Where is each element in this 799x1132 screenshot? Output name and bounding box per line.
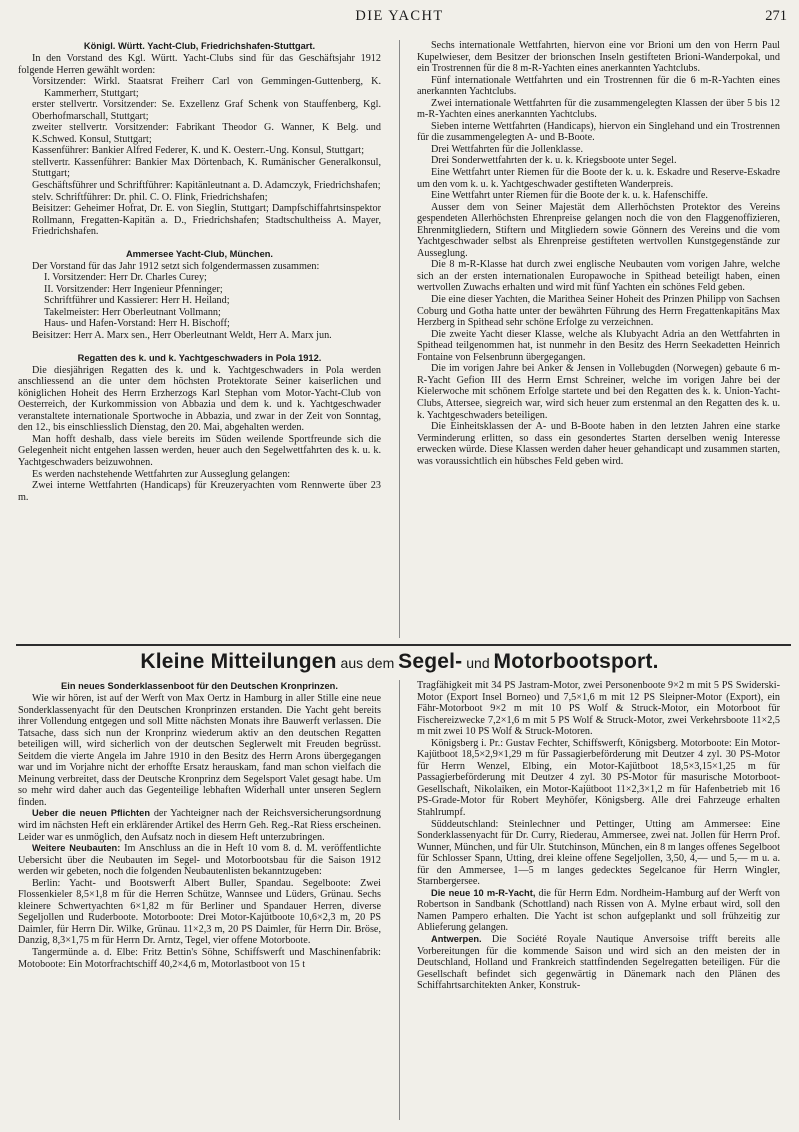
paragraph: Die 8 m-R-Klasse hat durch zwei englische Neubauten vom vorigen Jahre, welche sich an der ersten internationalen Europawoche in Spithead beteiligt haben, einen wertvollen Zuwachs erhalten und wird mit fünf Yachten ein schönes Feld geben.	[417, 259, 780, 294]
paragraph: II. Vorsitzender: Herr Ingenieur Pfenninger;	[44, 283, 223, 295]
article-title: Königl. Württ. Yacht-Club, Friedrichshafen-Stuttgart.	[83, 41, 316, 51]
paragraph: I. Vorsitzender: Herr Dr. Charles Curey;	[44, 272, 207, 284]
paragraph-with-lead	[417, 934, 780, 992]
paragraph-with-lead	[417, 888, 780, 934]
paragraph: Schriftführer und Kassierer: Herr H. Heiland;	[44, 295, 230, 307]
paragraph: Fünf internationale Wettfahrten und ein Trostrennen für die 6 m-R-Yachten eines anerkannten Yachtclubs.	[417, 74, 780, 98]
page-number: 271	[765, 8, 787, 24]
paragraph: Tragfähigkeit mit 34 PS Jastram-Motor, zwei Personenboote 9×2 m mit 5 PS Swiderski-Motor (Export Insel Borneo) und 7,5×1,6 m mit 12 PS Sleipner-Motor (Export), ein Fähr-Motorboot 9×2 m mit 10 PS Wolf & Struck-Motor, ein Motorboot für Fischereizwecke 7,2×1,6 m mit 5 PS Wolf & Struck-Motor, zwei Verkehrsboote 11×2,5 m mit zwei 10 PS Wolf & Struck-Motoren.	[417, 680, 780, 738]
section-heading-part4: und	[462, 655, 494, 671]
paragraph-text: Im Anschluss an die in Heft 10 vom 8. d. M. veröffentlichte Uebersicht über die Neubauten im Segel- und Motorbootsbau für die Saison 1912 werden wir gebeten, noch die folgenden Neubautenlisten bekanntzugeben:	[18, 843, 381, 878]
section-heading	[0, 650, 799, 674]
paragraph-with-lead	[18, 843, 381, 878]
paragraph: Die zweite Yacht dieser Klasse, welche als Klubyacht Adria an den Wettfahrten in Spithead teilgenommen hat, ist nunmehr in den Besitz des Herrn Seekadetten Heinrich Fontaine von Felsenbrunn übergegangen.	[417, 328, 780, 363]
paragraph: Takelmeister: Herr Oberleutnant Vollmann;	[44, 306, 221, 318]
paragraph: Zwei interne Wettfahrten (Handicaps) für Kreuzeryachten vom Rennwerte über 23 m.	[18, 480, 381, 503]
article-title: Regatten des k. und k. Yachtgeschwaders in Pola 1912.	[77, 352, 322, 363]
paragraph: Süddeutschland: Steinlechner und Pettinger, Utting am Ammersee: Eine Sonderklassenyacht für Dr. Curry, Riederau, Ammersee, zwei nat. Jollen für Herrn Prof. Wunner, München, und für Ulr. Stutchinson, München, ein 8 m langes offenes Segelboot für Schlosser Spann, Utting, drei kleine offene Segeljollen, 3,50, 4,— und 5,— m u. a. für den Ammersee, 1—5 m langes gedecktes Segelcanoe für Herrn Wingler, Starnbergersee.	[417, 818, 780, 888]
paragraph: Beisitzer: Herr A. Marx sen., Herr Oberleutnant Weldt, Herr A. Marx jun.	[32, 330, 332, 342]
paragraph-with-lead	[18, 808, 381, 843]
section-heading-part5: Motorbootsport.	[493, 650, 659, 673]
section-rule	[16, 644, 791, 646]
paragraph: Sechs internationale Wettfahrten, hiervon eine vor Brioni um den von Herrn Paul Kupelwieser, dem Besitzer der brionschen Inseln gestifteten Brioni-Wanderpokal, und ein Trostrennen für die 8 m-R-Yachten eines anerkannten Yachtclubs.	[417, 40, 780, 75]
section-gap	[18, 342, 381, 352]
paragraph: Ausser dem von Seiner Majestät dem Allerhöchsten Protektor des Vereins gespendeten Allerhöchsten Ehrenpreise gelangen noch die von den Flaggenoffizieren, Ehrenmitgliedern, Stiftern und Mitgliedern sowie Gönnern des Vereins und die vom Yachtgeschwader selbst als Ehrenpreise gestifteten wertvollen Kunstgegenstände zur Ausseglung.	[417, 201, 780, 259]
paragraph-text: die für Herrn Edm. Nordheim-Hamburg auf der Werft von Robertson in Sandbank (Schottland) nach Rissen von A. Mylne erbaut wird, soll den Namen Pampero erhalten. Die Yacht ist schon aufgeplankt und soll frühzeitig zur Ablieferung gelangen.	[417, 887, 780, 934]
paragraph: Sieben interne Wettfahrten (Handicaps), hiervon ein Singlehand und ein Trostrennen für die zusammengelegten A- und B-Boote.	[417, 120, 780, 144]
paragraph-lead: Weitere Neubauten:	[32, 843, 121, 854]
paragraph: Die Einheitsklassen der A- und B-Boote haben in den letzten Jahren eine starke Verminderung erlitten, so dass ein gesondertes Starten derselben wenig Interesse erwecken würde. Diese Klassen werden daher heuer gehandicapt und zusammen starten, was voraussichtlich ein hübsches Feld geben wird.	[417, 421, 780, 467]
paragraph: Die eine dieser Yachten, die Marithea Seiner Hoheit des Prinzen Philipp von Sachsen Coburg und Gotha hatte unter der bewährten Führung des Herrn Fregattenkapitäns Max Herzberg in Spithead sehr schöne Erfolge zu verzeichnen.	[417, 294, 780, 329]
paragraph: zweiter stellvertr. Vorsitzender: Fabrikant Theodor G. Wanner, K Belg. und K.Schwed. Konsul, Stuttgart;	[32, 122, 381, 145]
paragraph: Tangermünde a. d. Elbe: Fritz Bettin's Söhne, Schiffswerft und Maschinenfabrik: Motoboote: Ein Motorfrachtschiff 40,2×4,6 m, Motorlastboot von 15 t	[18, 947, 381, 970]
paragraph: Berlin: Yacht- und Bootswerft Albert Buller, Spandau. Segelboote: Zwei Flossenkieler 8,5×1,8 m für die Herren Schütze, Wannsee und Lüders, Grünau. Sechs kleinere Schwertyachten 6×1,82 m für Berliner und Spandauer Herren, diverse Segeljollen und Ruderboote. Motorboote: Drei Motor-Kajütboote 10,6×2,3 m, 20 PS Daimler, für Herrn Dir. Wilke, Grünau. 11×2,3 m, 20 PS Daimler, für Herrn Dir. Bröse, Danzig, 8,3×1,75 m für Herrn Dr. Arntz, Tegel, vier offene Motorboote.	[18, 877, 381, 947]
paragraph: Beisitzer: Geheimer Hofrat, Dr. E. von Sieglin, Stuttgart; Dampfschiffahrtsinspektor Rollmann, Fregatten-Kapitän a. D., Friedrichshafen; Stadtschultheiss A. Mayer, Friedrichshafen.	[32, 203, 381, 238]
section-heading-part3: Segel-	[398, 650, 463, 673]
paragraph: Vorsitzender: Wirkl. Staatsrat Freiherr Carl von Gemmingen-Guttenberg, K. Kammerherr, Stuttgart;	[32, 76, 381, 99]
paragraph: Der Vorstand für das Jahr 1912 setzt sich folgendermassen zusammen:	[32, 260, 320, 272]
paragraph: Man hofft deshalb, dass viele bereits im Süden weilende Sportfreunde sich die Gelegenheit nicht entgehen lassen werden, heuer auch den Segelwettfahrten des k. u. k. Yachtgeschwaders beizuwohnen.	[18, 433, 381, 468]
column-divider-top	[399, 40, 400, 638]
paragraph: Eine Wettfahrt unter Riemen für die Boote der k. u. k. Eskadre und Reserve-Eskadre um den vom k. u. k. Yachtgeschwader gestifteten Wanderpreis.	[417, 167, 780, 190]
section-heading-part1: Kleine Mitteilungen	[140, 650, 337, 673]
bottom-left-column	[18, 680, 381, 970]
section-gap	[18, 238, 381, 248]
bottom-right-column	[417, 680, 780, 992]
left-column	[18, 40, 381, 503]
paragraph: Drei Wettfahrten für die Jollenklasse.	[431, 143, 584, 155]
paragraph: stellvertr. Kassenführer: Bankier Max Dörtenbach, K. Rumänischer Generalkonsul, Stuttgart;	[32, 156, 381, 180]
running-header-title: DIE YACHT	[355, 8, 444, 24]
paragraph-lead: Ueber die neuen Pflichten	[32, 808, 150, 819]
paragraph-lead: Die neue 10 m-R-Yacht,	[431, 887, 536, 898]
paragraph: Geschäftsführer und Schriftführer: Kapitänleutnant a. D. Adamczyk, Friedrichshafen;	[32, 180, 381, 192]
paragraph: Drei Sonderwettfahrten der k. u. k. Kriegsboote unter Segel.	[431, 155, 677, 167]
paragraph: Die im vorigen Jahre bei Anker & Jensen in Vollebugden (Norwegen) gebaute 6 m-R-Yacht Gefion III des Herrn Ernst Schreiner, welche im vorigen Jahre bei der Kielerwoche mit schönem Erfolge startete und bei den Regatten des k. k. Union-Yacht-Clubs, Attersee, siegreich war, wird sich heuer zum erstenmal an den Regatten des k. u. k. Yachtgeschwaders beteiligen.	[417, 363, 780, 421]
paragraph: In den Vorstand des Kgl. Württ. Yacht-Clubs sind für das Geschäftsjahr 1912 folgende Herren gewählt worden:	[18, 53, 381, 76]
paragraph-text: der Yachteigner nach der Reichsversicherungsordnung wird im nächsten Heft ein erklärender Artikel des Herrn Geh. Reg.-Rat Riess erscheinen. Leider war es unmöglich, den Aufsatz noch in diesem Heft unterzubringen.	[18, 808, 381, 843]
right-column	[417, 40, 780, 467]
paragraph: erster stellvertr. Vorsitzender: Se. Exzellenz Graf Schenk von Stauffenberg, Kgl. Oberhofmarschall, Stuttgart;	[32, 99, 381, 122]
paragraph: Die diesjährigen Regatten des k. und k. Yachtgeschwaders in Pola werden anschliessend an die unter dem höchsten Protektorate Seiner kaiserlichen und königlichen Hoheit des Herrn Erzherzogs Karl Stephan vom Motor-Yacht-Club von Oesterreich, der Kurkommission von Abbazia und dem k. und k. Yachtgeschwader veranstaltete internationale Sportwoche in Abbazia, und zwar in der Zeit von Sonntag, den 12., bis einschliesslich Dienstag, den 20. Mai, abgehalten werden.	[18, 364, 381, 434]
paragraph: Es werden nachstehende Wettfahrten zur Ausseglung gelangen:	[32, 468, 291, 480]
paragraph: stelv. Schriftführer: Dr. phil. C. O. Flink, Friedrichshafen;	[32, 191, 268, 203]
paragraph: Königsberg i. Pr.: Gustav Fechter, Schiffswerft, Königsberg. Motorboote: Ein Motor-Kajütboot 18,5×2,9×1,29 m für Passagierbeförderung mit Deutzer 4 zyl. 30 PS-Motor für Herrn Wenzel, Elbing, ein Motor-Kajütboot 18,5×3,15×1,25 m für Passagierbeförderung mit Deutzer 4 zyl. 30 PS-Motor für masurische Motorboot-Gesellschaft, Nikolaiken, ein Motor-Kajütboot 11×2,3×1,2 m für Hafenbetrieb mit 16 PS-Grade-Motor für Robert Meyhöfer, Königsberg. Alle drei Fahrzeuge erhalten Stahlrumpf.	[417, 737, 780, 819]
column-divider-bottom	[399, 680, 400, 1120]
paragraph: Zwei internationale Wettfahrten für die zusammengelegten Klassen der über 5 bis 12 m-R-Yachten eines anerkannten Yachtclubs.	[417, 97, 780, 121]
paragraph: Kassenführer: Bankier Alfred Federer, K. und K. Oesterr.-Ung. Konsul, Stuttgart;	[32, 145, 365, 157]
paragraph: Haus- und Hafen-Vorstand: Herr H. Bischoff;	[44, 318, 230, 330]
paragraph-lead: Antwerpen.	[431, 934, 482, 945]
paragraph: Eine Wettfahrt unter Riemen für die Boote der k. u. k. Hafenschiffe.	[431, 190, 708, 202]
section-heading-part2: aus dem	[336, 655, 399, 671]
paragraph-text: Die Société Royale Nautique Anversoise trifft bereits alle Vorbereitungen für die kommende Saison und wird sich an den meisten der in Deutschland, Holland und Frankreich stattfindenden Segelregatten beteiligen. Für die Gesellschaft befindet sich gegenwärtig in Dänemark nach den Plänen des Schiffahrtsarchitekten Anker, Konstruk-	[417, 934, 780, 992]
article-title: Ammersee Yacht-Club, München.	[125, 248, 274, 259]
article-title: Ein neues Sonderklassenboot für den Deutschen Kronprinzen.	[61, 681, 338, 691]
paragraph: Wie wir hören, ist auf der Werft von Max Oertz in Hamburg in aller Stille eine neue Sonderklassenyacht für den Deutschen Kronprinzen erstanden. Die Yacht geht bereits ihrer Vollendung entgegen und soll Mitte nächsten Monats ihre Bauwerft verlassen. Die Tatsache, dass sich nun der Kronprinz wiederum aktiv an den deutschen Regatten beteiligen will, wird sicherlich von der deutschen Seglerwelt mit Freuden begrüsst. Seitdem die vierte Angela im Jahre 1910 in den Besitz des Herrn Arons übergegangen war und im Vorjahre nicht der erhoffte Ersatz herauskam, fand man schon vielfach die Meinung verbreitet, dass der Deutsche Kronprinz dem Segelsport Valet gesagt habe. Um so mehr wird daher auch das Gegenteilige lebhaften Widerhall unter unseren Seglern finden.	[18, 693, 381, 808]
